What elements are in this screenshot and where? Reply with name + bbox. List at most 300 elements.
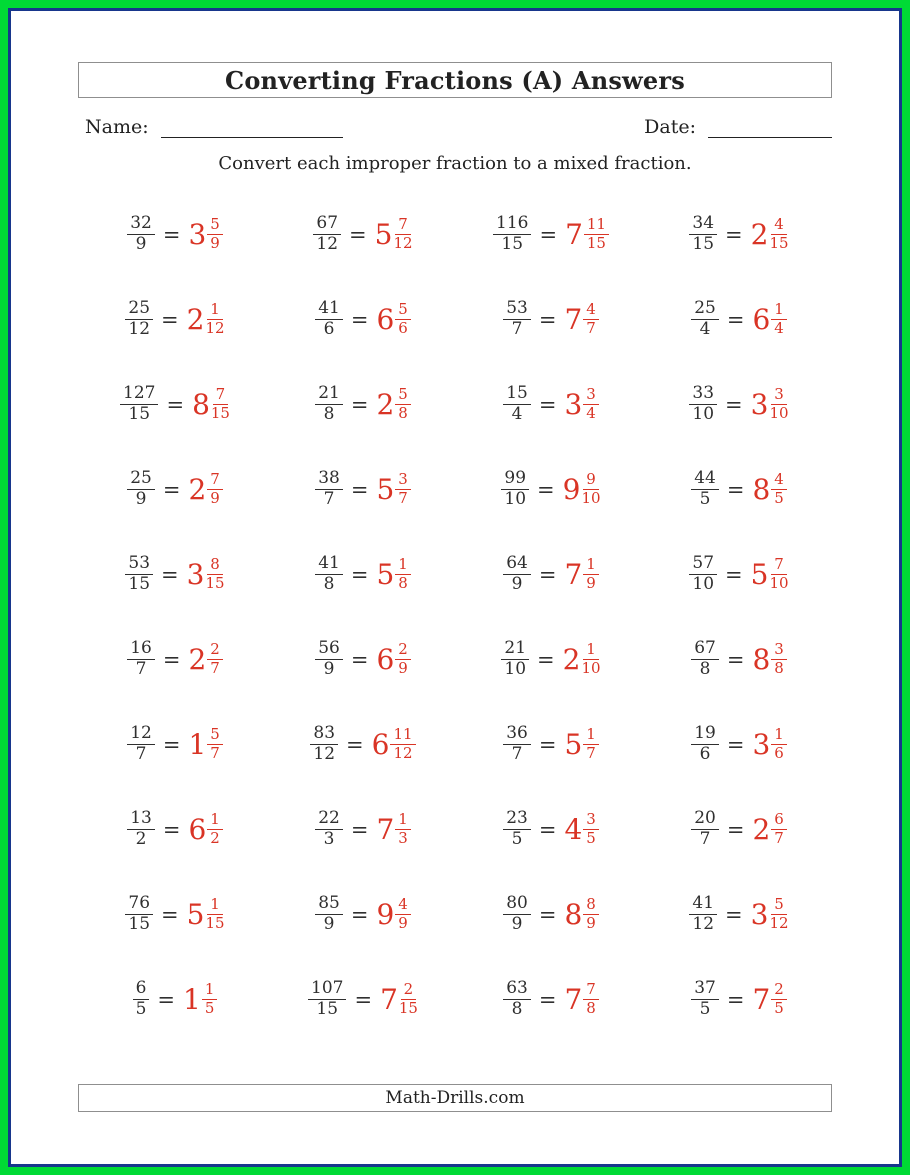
problems-grid <box>81 192 833 1042</box>
answer-fraction <box>583 812 599 847</box>
improper-numerator: 32 <box>127 215 155 235</box>
answer-fraction <box>399 982 418 1017</box>
improper-numerator: 12 <box>127 725 155 745</box>
answer-denominator: 10 <box>769 574 789 592</box>
answer-numerator: 8 <box>207 557 223 575</box>
improper-fraction <box>313 215 341 254</box>
improper-denominator: 5 <box>699 999 711 1019</box>
equals-sign: = <box>162 732 181 757</box>
problem-3 <box>493 215 609 254</box>
answer-denominator: 10 <box>581 489 601 507</box>
equals-sign: = <box>539 222 558 247</box>
answer-denominator: 15 <box>398 999 418 1017</box>
answer-whole-number: 3 <box>752 727 771 761</box>
improper-numerator: 67 <box>691 640 719 660</box>
name-group <box>85 116 343 138</box>
answer-fraction <box>211 387 230 422</box>
improper-numerator: 23 <box>503 810 531 830</box>
equals-sign: = <box>162 817 181 842</box>
improper-numerator: 41 <box>315 555 343 575</box>
problem-28 <box>691 725 787 764</box>
equals-sign: = <box>537 647 555 672</box>
improper-denominator: 10 <box>504 659 527 679</box>
mixed-number-answer <box>564 982 598 1017</box>
improper-denominator: 15 <box>128 404 151 424</box>
answer-denominator: 15 <box>205 914 225 932</box>
problem-26 <box>310 725 415 764</box>
mixed-number-answer <box>375 217 413 252</box>
equals-sign: = <box>162 222 181 247</box>
mixed-number-answer <box>752 472 786 507</box>
mixed-number-answer <box>376 812 410 847</box>
problem-13 <box>127 470 223 509</box>
problem-33 <box>125 895 224 934</box>
improper-fraction <box>125 895 153 934</box>
answer-whole-number: 2 <box>186 302 205 336</box>
equals-sign: = <box>538 987 557 1012</box>
improper-denominator: 5 <box>699 489 711 509</box>
mixed-number-answer <box>563 472 601 507</box>
answer-fraction <box>205 302 224 337</box>
answer-fraction <box>584 217 609 252</box>
date-group <box>644 116 832 138</box>
improper-denominator: 8 <box>323 404 335 424</box>
equals-sign: = <box>538 817 557 842</box>
improper-denominator: 9 <box>323 914 335 934</box>
problem-21 <box>127 640 223 679</box>
improper-denominator: 7 <box>135 744 147 764</box>
improper-fraction <box>501 470 529 509</box>
improper-fraction <box>127 725 155 764</box>
mixed-number-answer <box>380 982 418 1017</box>
problem-37 <box>133 980 218 1019</box>
equals-sign: = <box>166 392 185 417</box>
answer-numerator: 8 <box>583 897 599 915</box>
answer-denominator: 4 <box>586 404 596 422</box>
equals-sign: = <box>350 817 369 842</box>
improper-fraction <box>691 725 719 764</box>
improper-fraction <box>125 555 153 594</box>
answer-denominator: 10 <box>581 659 601 677</box>
problem-16 <box>691 470 787 509</box>
answer-numerator: 3 <box>771 642 787 660</box>
answer-denominator: 6 <box>398 319 408 337</box>
mixed-number-answer <box>188 217 222 252</box>
mixed-number-answer <box>376 302 410 337</box>
answer-numerator: 2 <box>771 982 787 1000</box>
name-label: Name: <box>85 116 149 138</box>
equals-sign: = <box>161 902 179 927</box>
mixed-number-answer <box>563 642 601 677</box>
answer-denominator: 15 <box>769 234 789 252</box>
answer-whole-number: 5 <box>376 557 395 591</box>
improper-numerator: 76 <box>125 895 153 915</box>
answer-whole-number: 3 <box>750 387 769 421</box>
answer-numerator: 2 <box>207 642 223 660</box>
answer-numerator: 7 <box>213 387 229 405</box>
mixed-number-answer <box>564 557 598 592</box>
answer-whole-number: 7 <box>564 982 583 1016</box>
equals-sign: = <box>726 477 745 502</box>
problem-5 <box>125 300 224 339</box>
improper-fraction <box>120 385 158 424</box>
answer-numerator: 7 <box>395 217 411 235</box>
answer-whole-number: 3 <box>564 387 583 421</box>
improper-numerator: 64 <box>503 555 531 575</box>
answer-numerator: 5 <box>395 302 411 320</box>
problem-7 <box>503 300 599 339</box>
answer-fraction <box>393 217 412 252</box>
improper-numerator: 56 <box>315 640 343 660</box>
answer-numerator: 1 <box>771 727 787 745</box>
mixed-number-answer <box>376 472 410 507</box>
answer-numerator: 2 <box>401 982 417 1000</box>
improper-denominator: 12 <box>313 744 336 764</box>
improper-fraction <box>689 895 717 934</box>
improper-fraction <box>689 555 717 594</box>
answer-denominator: 9 <box>398 659 408 677</box>
improper-numerator: 22 <box>315 810 343 830</box>
answer-denominator: 7 <box>210 659 220 677</box>
improper-numerator: 67 <box>313 215 341 235</box>
improper-denominator: 10 <box>692 404 715 424</box>
improper-numerator: 37 <box>691 980 719 1000</box>
answer-denominator: 12 <box>393 234 413 252</box>
answer-denominator: 12 <box>393 744 413 762</box>
problem-1 <box>127 215 223 254</box>
improper-denominator: 6 <box>323 319 335 339</box>
improper-numerator: 25 <box>125 300 153 320</box>
answer-numerator: 7 <box>207 472 223 490</box>
improper-fraction <box>503 555 531 594</box>
answer-whole-number: 6 <box>376 642 395 676</box>
improper-fraction <box>493 215 531 254</box>
answer-whole-number: 8 <box>564 897 583 931</box>
problem-29 <box>127 810 223 849</box>
problem-35 <box>503 895 599 934</box>
problem-12 <box>689 385 788 424</box>
improper-numerator: 41 <box>689 895 717 915</box>
problem-11 <box>503 385 599 424</box>
improper-denominator: 12 <box>316 234 339 254</box>
answer-numerator: 1 <box>583 727 599 745</box>
problem-25 <box>127 725 223 764</box>
answer-fraction <box>395 897 411 932</box>
answer-fraction <box>202 982 218 1017</box>
improper-fraction <box>315 555 343 594</box>
improper-denominator: 12 <box>692 914 715 934</box>
answer-denominator: 2 <box>210 829 220 847</box>
answer-denominator: 5 <box>774 489 784 507</box>
answer-whole-number: 1 <box>188 727 207 761</box>
improper-fraction <box>125 300 153 339</box>
equals-sign: = <box>725 392 743 417</box>
problem-31 <box>503 810 599 849</box>
equals-sign: = <box>725 562 743 587</box>
problem-18 <box>315 555 411 594</box>
answer-numerator: 1 <box>583 557 599 575</box>
improper-fraction <box>315 470 343 509</box>
answer-fraction <box>205 557 224 592</box>
improper-denominator: 15 <box>692 234 715 254</box>
improper-numerator: 16 <box>127 640 155 660</box>
improper-fraction <box>315 385 343 424</box>
answer-fraction <box>583 387 599 422</box>
answer-denominator: 7 <box>398 489 408 507</box>
answer-denominator: 15 <box>205 574 225 592</box>
improper-numerator: 20 <box>691 810 719 830</box>
answer-whole-number: 8 <box>752 472 771 506</box>
improper-denominator: 4 <box>511 404 523 424</box>
answer-denominator: 5 <box>774 999 784 1017</box>
answer-denominator: 9 <box>398 914 408 932</box>
equals-sign: = <box>350 647 369 672</box>
problem-27 <box>503 725 599 764</box>
improper-denominator: 5 <box>135 999 147 1019</box>
improper-fraction <box>691 300 719 339</box>
answer-fraction <box>581 642 600 677</box>
answer-fraction <box>771 727 787 762</box>
improper-numerator: 38 <box>315 470 343 490</box>
answer-fraction <box>583 897 599 932</box>
mixed-number-answer <box>376 642 410 677</box>
equals-sign: = <box>726 732 745 757</box>
improper-numerator: 44 <box>691 470 719 490</box>
equals-sign: = <box>350 392 369 417</box>
answer-fraction <box>395 302 411 337</box>
mixed-number-answer <box>187 557 225 592</box>
answer-denominator: 5 <box>204 999 215 1017</box>
page-title: Converting Fractions (A) Answers <box>225 65 685 95</box>
title-box <box>78 62 832 98</box>
answer-whole-number: 5 <box>750 557 769 591</box>
improper-numerator: 80 <box>503 895 531 915</box>
improper-fraction <box>308 980 346 1019</box>
problem-20 <box>689 555 788 594</box>
answer-numerator: 2 <box>395 642 411 660</box>
improper-denominator: 10 <box>692 574 715 594</box>
answer-numerator: 11 <box>584 217 609 235</box>
answer-numerator: 11 <box>390 727 415 745</box>
answer-whole-number: 8 <box>752 642 771 676</box>
answer-numerator: 9 <box>583 472 599 490</box>
equals-sign: = <box>538 732 557 757</box>
answer-denominator: 15 <box>586 234 606 252</box>
answer-whole-number: 5 <box>374 217 393 251</box>
mixed-number-answer <box>751 387 789 422</box>
answer-numerator: 4 <box>771 217 787 235</box>
equals-sign: = <box>538 902 557 927</box>
improper-numerator: 127 <box>120 385 158 405</box>
answer-whole-number: 2 <box>376 387 395 421</box>
answer-denominator: 12 <box>205 319 225 337</box>
answer-whole-number: 2 <box>188 472 207 506</box>
answer-whole-number: 5 <box>186 897 205 931</box>
improper-fraction <box>310 725 338 764</box>
improper-numerator: 6 <box>133 980 150 1000</box>
improper-numerator: 15 <box>503 385 531 405</box>
equals-sign: = <box>157 987 176 1012</box>
improper-denominator: 15 <box>128 574 151 594</box>
equals-sign: = <box>726 307 745 332</box>
answer-fraction <box>583 727 599 762</box>
answer-fraction <box>583 302 599 337</box>
equals-sign: = <box>162 647 181 672</box>
answer-fraction <box>771 302 787 337</box>
name-date-row <box>85 116 832 138</box>
improper-fraction <box>503 385 531 424</box>
answer-numerator: 1 <box>202 982 218 1000</box>
improper-denominator: 8 <box>323 574 335 594</box>
problem-38 <box>308 980 418 1019</box>
answer-fraction <box>205 897 224 932</box>
mixed-number-answer <box>188 472 222 507</box>
answer-fraction <box>583 557 599 592</box>
answer-whole-number: 5 <box>564 727 583 761</box>
improper-fraction <box>127 810 155 849</box>
answer-numerator: 5 <box>207 217 223 235</box>
answer-denominator: 8 <box>586 999 596 1017</box>
mixed-number-answer <box>752 982 786 1017</box>
mixed-number-answer <box>751 557 789 592</box>
mixed-number-answer <box>564 897 598 932</box>
mixed-number-answer <box>376 387 410 422</box>
improper-fraction <box>127 640 155 679</box>
answer-fraction <box>390 727 415 762</box>
answer-whole-number: 7 <box>380 982 398 1016</box>
answer-denominator: 7 <box>586 319 596 337</box>
mixed-number-answer <box>565 217 609 252</box>
improper-fraction <box>691 640 719 679</box>
problem-36 <box>689 895 788 934</box>
improper-fraction <box>315 300 343 339</box>
answer-denominator: 5 <box>586 829 596 847</box>
improper-numerator: 99 <box>501 470 529 490</box>
improper-denominator: 15 <box>501 234 524 254</box>
improper-numerator: 41 <box>315 300 343 320</box>
problem-34 <box>315 895 411 934</box>
improper-denominator: 12 <box>128 319 151 339</box>
equals-sign: = <box>350 902 369 927</box>
improper-fraction <box>689 215 717 254</box>
answer-denominator: 7 <box>586 744 596 762</box>
improper-denominator: 4 <box>699 319 711 339</box>
answer-denominator: 8 <box>774 659 784 677</box>
mixed-number-answer <box>564 387 598 422</box>
problem-14 <box>315 470 411 509</box>
improper-denominator: 9 <box>135 489 147 509</box>
answer-denominator: 9 <box>210 489 220 507</box>
equals-sign: = <box>726 987 745 1012</box>
equals-sign: = <box>538 562 557 587</box>
mixed-number-answer <box>188 727 222 762</box>
improper-fraction <box>691 980 719 1019</box>
problem-24 <box>691 640 787 679</box>
answer-whole-number: 3 <box>188 217 207 251</box>
answer-denominator: 7 <box>774 829 784 847</box>
date-label: Date: <box>644 116 696 138</box>
mixed-number-answer <box>376 897 410 932</box>
improper-numerator: 36 <box>503 725 531 745</box>
equals-sign: = <box>350 307 369 332</box>
answer-whole-number: 9 <box>376 897 395 931</box>
improper-numerator: 116 <box>493 215 531 235</box>
problem-15 <box>501 470 600 509</box>
answer-denominator: 6 <box>774 744 784 762</box>
problem-4 <box>689 215 788 254</box>
answer-whole-number: 2 <box>188 642 207 676</box>
worksheet-page <box>8 8 902 1167</box>
footer-site-text: Math-Drills.com <box>385 1088 525 1108</box>
answer-fraction <box>207 472 223 507</box>
mixed-number-answer <box>188 642 222 677</box>
improper-denominator: 8 <box>699 659 711 679</box>
improper-numerator: 57 <box>689 555 717 575</box>
equals-sign: = <box>537 477 555 502</box>
answer-fraction <box>207 812 223 847</box>
answer-numerator: 3 <box>583 812 599 830</box>
improper-fraction <box>503 980 531 1019</box>
mixed-number-answer <box>183 982 217 1017</box>
answer-numerator: 1 <box>207 812 223 830</box>
improper-numerator: 53 <box>503 300 531 320</box>
improper-fraction <box>315 640 343 679</box>
mixed-number-answer <box>751 897 789 932</box>
answer-fraction <box>771 472 787 507</box>
answer-whole-number: 5 <box>376 472 395 506</box>
equals-sign: = <box>349 222 367 247</box>
answer-fraction <box>207 642 223 677</box>
improper-numerator: 33 <box>689 385 717 405</box>
answer-whole-number: 2 <box>752 812 771 846</box>
improper-denominator: 8 <box>511 999 523 1019</box>
improper-numerator: 25 <box>691 300 719 320</box>
improper-fraction <box>503 300 531 339</box>
improper-denominator: 3 <box>323 829 335 849</box>
answer-denominator: 9 <box>210 234 220 252</box>
improper-numerator: 34 <box>689 215 717 235</box>
instruction-text: Convert each improper fraction to a mixed fraction. <box>218 153 692 174</box>
improper-denominator: 9 <box>135 234 147 254</box>
answer-whole-number: 9 <box>562 472 581 506</box>
answer-whole-number: 7 <box>564 302 583 336</box>
answer-whole-number: 3 <box>750 897 769 931</box>
answer-whole-number: 7 <box>376 812 395 846</box>
improper-numerator: 21 <box>315 385 343 405</box>
improper-denominator: 15 <box>128 914 151 934</box>
answer-numerator: 3 <box>583 387 599 405</box>
answer-whole-number: 6 <box>376 302 395 336</box>
answer-denominator: 9 <box>586 914 596 932</box>
improper-numerator: 63 <box>503 980 531 1000</box>
problem-6 <box>315 300 411 339</box>
answer-whole-number: 8 <box>192 387 210 421</box>
equals-sign: = <box>161 307 179 332</box>
answer-numerator: 7 <box>771 557 787 575</box>
equals-sign: = <box>354 987 373 1012</box>
improper-denominator: 7 <box>511 744 523 764</box>
improper-denominator: 9 <box>511 574 523 594</box>
answer-numerator: 3 <box>395 472 411 490</box>
mixed-number-answer <box>187 897 225 932</box>
improper-numerator: 13 <box>127 810 155 830</box>
answer-numerator: 1 <box>395 812 411 830</box>
problem-9 <box>120 385 230 424</box>
answer-fraction <box>395 557 411 592</box>
equals-sign: = <box>726 647 745 672</box>
answer-fraction <box>771 642 787 677</box>
problem-39 <box>503 980 599 1019</box>
